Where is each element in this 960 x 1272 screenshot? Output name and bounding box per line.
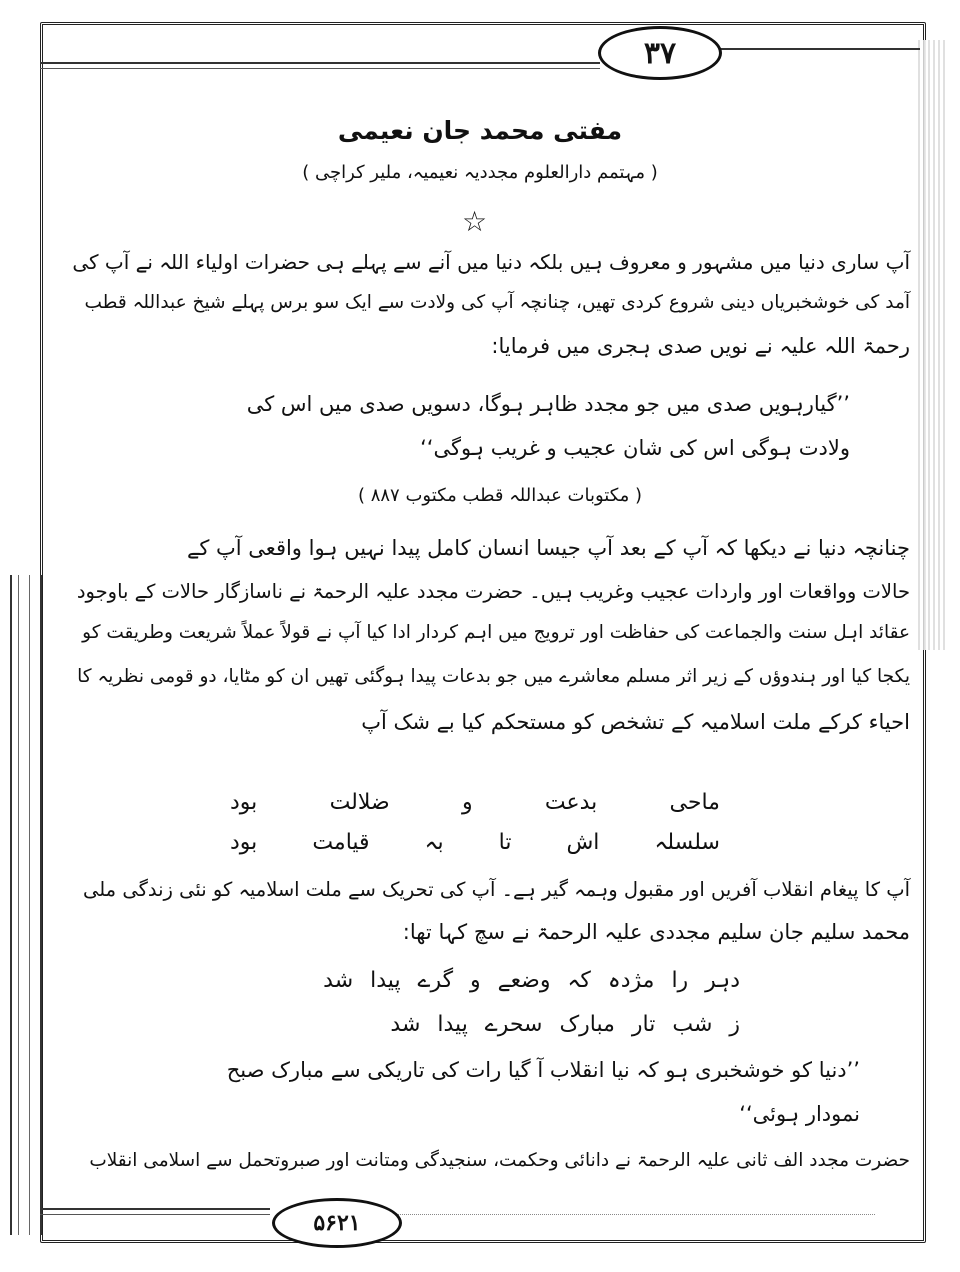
border-shade	[918, 40, 948, 650]
paragraph1-line2: آمد کی خوشخبریاں دینی شروع کردی تھیں، چنانچہ آپ کی ولادت سے ایک سو برس پہلے شیخ عبداللہ قطب	[84, 292, 910, 313]
verse1-word: ضلالت	[329, 790, 390, 815]
bottom-rule	[40, 1208, 270, 1210]
page-number-bottom: ۵۶۲۱	[272, 1198, 402, 1248]
paragraph3-line2: محمد سلیم جان سلیم مجددی علیہ الرحمۃ نے سچ کہا تھا:	[402, 920, 910, 944]
top-rule-thin	[40, 68, 600, 69]
verse2-line1: دہر را مژدہ کہ وضعے و گرے پیدا شد	[323, 968, 740, 993]
quote1-line1: ’’گیارہویں صدی میں جو مجدد ظاہر ہوگا، دسویں صدی میں اس کی	[246, 392, 850, 416]
author-name: مفتی محمد جان نعیمی	[337, 116, 623, 145]
verse1-word: و	[461, 790, 473, 815]
top-rule-right	[720, 48, 920, 50]
translation-line1: ’’دنیا کو خوشخبری ہو کہ نیا انقلاب آ گیا رات کی تاریکی سے مبارک صبح	[226, 1058, 860, 1082]
star-icon: ☆	[462, 205, 488, 238]
left-border-lines-inner	[18, 575, 30, 1235]
verse1-word: بود	[230, 830, 258, 855]
paragraph3-line1: آپ کا پیغام انقلاب آفریں اور مقبول وہمہ گیر ہے۔ آپ کی تحریک سے ملت اسلامیہ کو نئی زندگی ملی	[82, 878, 910, 901]
bottom-rule-thin	[40, 1214, 270, 1215]
verse2-line2: ز شب تار مبارک سحرے پیدا شد	[390, 1012, 740, 1037]
bottom-rule-dotted	[395, 1214, 875, 1215]
paragraph2-line4: یکجا کیا اور ہندوؤں کے زیر اثر مسلم معاشرے میں جو بدعات پیدا ہوگئی تھیں ان کو مٹایا، دو قومی نظریہ کا	[77, 666, 910, 687]
page-number-top: ۳۷	[598, 26, 722, 80]
verse1-word: بدعت	[544, 790, 598, 815]
verse1-word: ماحی	[669, 790, 720, 815]
verse1-line2	[230, 830, 720, 855]
verse1-word: سلسلہ	[654, 830, 720, 855]
verse1-word: قیامت	[312, 830, 370, 855]
verse1-word: بہ	[424, 830, 444, 855]
paragraph2-line2: حالات وواقعات اور واردات عجیب وغریب ہیں۔ حضرت مجدد علیہ الرحمۃ نے ناسازگار حالات کے باوجود	[76, 580, 910, 603]
top-rule	[40, 62, 600, 64]
paragraph2-line3: عقائد اہل سنت والجماعت کی حفاظت اور ترویج میں اہم کردار ادا کیا آپ نے قولاً عملاً شریعت وطریقت کو	[82, 622, 910, 643]
verse1-line1	[230, 790, 720, 815]
translation-line2: نمودار ہوئی‘‘	[739, 1102, 860, 1126]
quote1-line2: ولادت ہوگی اس کی شان عجیب و غریب ہوگی‘‘	[420, 436, 850, 460]
verse1-word: بود	[230, 790, 258, 815]
paragraph1-line1: آپ ساری دنیا میں مشہور و معروف ہیں بلکہ دنیا میں آنے سے پہلے ہی حضرات اولیاء اللہ نے آپ کی	[72, 250, 910, 274]
verse1-word: اش	[566, 830, 600, 855]
citation: ( مکتوبات عبداللہ قطب مکتوب ۸۸۷ )	[357, 485, 643, 506]
verse1-word: تا	[498, 830, 512, 855]
paragraph1-line3: رحمۃ اللہ علیہ نے نویں صدی ہجری میں فرمایا:	[491, 334, 910, 358]
paragraph2-line1: چنانچہ دنیا نے دیکھا کہ آپ کے بعد آپ جیسا انسان کامل پیدا نہیں ہوا واقعی آپ کے	[187, 536, 910, 560]
paragraph2-line5: احیاء کرکے ملت اسلامیہ کے تشخص کو مستحکم کیا بے شک آپ	[361, 710, 910, 734]
last-line: حضرت مجدد الف ثانی علیہ الرحمۃ نے دانائی وحکمت، سنجیدگی ومتانت اور صبروتحمل سے اسلامی انقلاب	[89, 1150, 910, 1171]
author-affiliation: ( مہتمم دارالعلوم مجددیہ نعیمیہ، ملیر کراچی )	[302, 162, 658, 183]
